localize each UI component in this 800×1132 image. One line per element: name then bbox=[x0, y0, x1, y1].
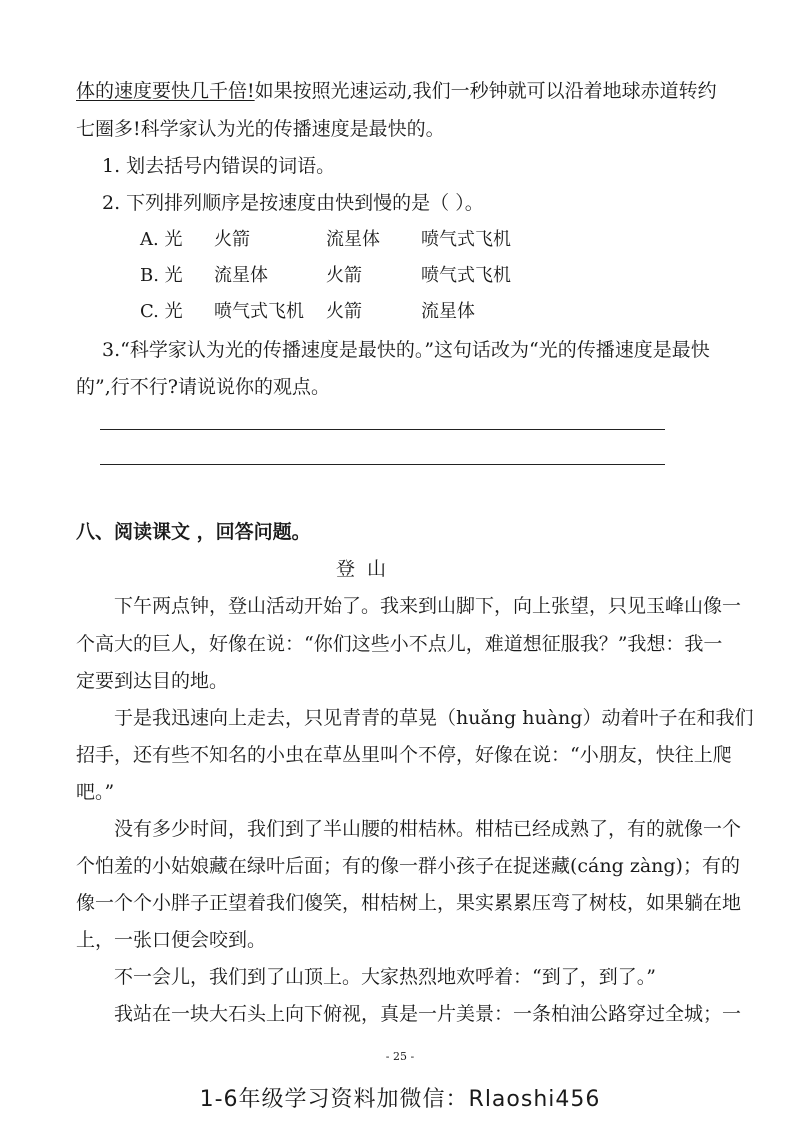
option-a bbox=[140, 228, 511, 252]
option-item: 流星体 bbox=[214, 265, 268, 286]
story-line: 不一会儿，我们到了山顶上。大家热烈地欢呼着：“到了，到了。” bbox=[114, 966, 656, 988]
answer-line-1[interactable] bbox=[100, 429, 665, 430]
option-item: 火箭 bbox=[214, 229, 250, 250]
story-line: 下午两点钟，登山活动开始了。我来到山脚下，向上张望，只见玉峰山像一 bbox=[114, 595, 742, 617]
passage-line-1 bbox=[76, 79, 717, 103]
option-item: 流星体 bbox=[326, 229, 380, 250]
footer-text: 1-6年级学习资料加微信：Rlaoshi456 bbox=[199, 1087, 601, 1112]
option-item: 火箭 bbox=[326, 301, 362, 322]
question-3: 3.“科学家认为光的传播速度是最快的。”这句话改为“光的传播速度是最快 bbox=[102, 339, 710, 361]
passage-title: 登山 bbox=[336, 558, 399, 580]
option-item: 喷气式飞机 bbox=[214, 301, 304, 322]
story-line: 招手，还有些不知名的小虫在草丛里叫个不停，好像在说：“小朋友，快往上爬 bbox=[76, 744, 732, 766]
story-line: 像一个个小胖子正望着我们傻笑，柑桔树上，果实累累压弯了树枝，如果躺在地 bbox=[76, 892, 742, 914]
option-letter: A. 光 bbox=[140, 229, 183, 250]
option-letter: B. 光 bbox=[140, 265, 183, 286]
answer-line-2[interactable] bbox=[100, 464, 665, 465]
question-3-cont: 的”,行不行?请说说你的观点。 bbox=[76, 376, 330, 398]
option-b bbox=[140, 264, 511, 288]
passage-line-2: 七圈多!科学家认为光的传播速度是最快的。 bbox=[76, 118, 445, 140]
option-item: 喷气式飞机 bbox=[421, 265, 511, 286]
page-number: - 25 - bbox=[385, 1050, 415, 1063]
passage-text: 如果按照光速运动,我们一秒钟就可以沿着地球赤道转约 bbox=[254, 80, 717, 102]
option-c bbox=[140, 300, 475, 324]
option-item: 喷气式飞机 bbox=[421, 229, 511, 250]
story-line: 我站在一块大石头上向下俯视，真是一片美景：一条柏油公路穿过全城；一 bbox=[114, 1003, 742, 1025]
story-line: 定要到达目的地。 bbox=[76, 670, 229, 692]
option-item: 火箭 bbox=[326, 265, 362, 286]
story-line: 上，一张口便会咬到。 bbox=[76, 929, 267, 951]
option-item: 流星体 bbox=[421, 301, 475, 322]
question-1: 1. 划去括号内错误的词语。 bbox=[102, 155, 336, 177]
story-line: 于是我迅速向上走去，只见青青的草晃（huǎng huàng）动着叶子在和我们 bbox=[114, 707, 754, 729]
underlined-phrase: 体的速度要快几千倍! bbox=[76, 80, 255, 102]
story-line: 吧。” bbox=[76, 781, 115, 803]
story-line: 没有多少时间，我们到了半山腰的柑桔林。柑桔已经成熟了，有的就像一个 bbox=[114, 818, 742, 840]
option-letter: C. 光 bbox=[140, 301, 183, 322]
story-line: 个怕羞的小姑娘藏在绿叶后面；有的像一群小孩子在捉迷藏(cáng zàng)；有的 bbox=[76, 855, 740, 877]
question-2: 2. 下列排列顺序是按速度由快到慢的是（ ）。 bbox=[102, 192, 484, 214]
story-line: 个高大的巨人，好像在说：“你们这些小不点儿，难道想征服我？”我想：我一 bbox=[76, 633, 723, 655]
section-heading: 八、阅读课文 ，回答问题。 bbox=[76, 521, 311, 543]
